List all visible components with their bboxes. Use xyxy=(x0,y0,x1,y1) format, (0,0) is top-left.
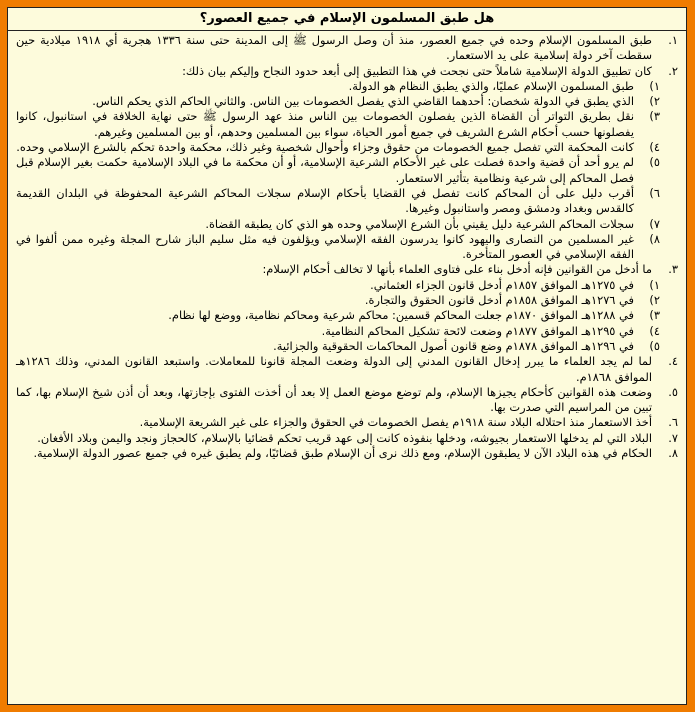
sub-item-number: ١) xyxy=(649,277,660,292)
item-text: لما لم يجد العلماء ما يبرر إدخال القانون المدني إلى الدولة وضعت المجلة قانونا للمعاملات. واستبعد القانون المدني، وذلك ١٢٨٦هـ الموافق ١٨٦٨م. xyxy=(16,354,652,384)
item-text: وضعت هذه القوانين كأحكام يجيزها الإسلام، ولم توضع موضع العمل إلا بعد أن أخذت الفتوى بإجازتها، وبعد أن أذن شيخ الإسلام بها، كما تبين من المراسيم التي صدرت بها. xyxy=(16,384,652,415)
page-title: هل طبق المسلمون الإسلام في جميع العصور؟ xyxy=(8,8,686,31)
sub-list-item xyxy=(16,155,660,186)
item-text: الحكام في هذه البلاد الآن لا يطبقون الإسلام، ومع ذلك نرى أن الإسلام طبق قضائيًا، ولم يطبق غيره في جميع عصور الدولة الإسلامية. xyxy=(33,446,652,461)
item-number: ٨. xyxy=(668,446,678,461)
sub-list-item xyxy=(16,94,660,109)
item-number: ٦. xyxy=(668,415,678,430)
item-number: ٢. xyxy=(668,63,678,78)
item-text: طبق المسلمون الإسلام وحده في جميع العصور، منذ أن وصل الرسول ﷺ إلى المدينة حتى سنة ١٣٣٦ هجرية أي ١٩١٨ ميلادية حين سقطت آخر دولة إسلامية على يد الاستعمار. xyxy=(16,33,652,63)
sub-list-item xyxy=(16,140,660,155)
content-frame xyxy=(7,7,687,705)
sub-item-text: في ١٢٩٦هـ الموافق ١٨٧٨م وضع قانون أصول المحاكمات الحقوقية والجزائية. xyxy=(273,338,634,353)
sub-list-item xyxy=(16,293,660,308)
sub-item-text: لم يرو أحد أن قضية واحدة فصلت على غير الأحكام الشرعية الإسلامية، أو أن محكمة ما في البلاد الإسلامية حكمت بغير الإسلام قبل فصل المحاكم إلى شرعية ونظامية بتأثير الاستعمار. xyxy=(16,155,634,185)
sub-item-text: في ١٢٨٨هـ الموافق ١٨٧٠م جعلت المحاكم قسمين: محاكم شرعية ومحاكم نظامية، ووضع لها نظام. xyxy=(168,308,634,323)
sub-list-item xyxy=(16,217,660,232)
sub-list-item xyxy=(16,186,660,217)
sub-list-item xyxy=(16,308,660,323)
item-number: ٧. xyxy=(668,430,678,445)
sub-item-text: نقل بطريق التواتر أن القضاة الذين يفصلون الخصومات بين الناس منذ عهد الرسول ﷺ حتى نهاية الخلافة في استانبول، كانوا يفصلونها حسب أحكام الشرع الشريف في جميع أمور الحياة، سواء بين المسلمين وحدهم، أو بين المسلمين وغيرهم. xyxy=(16,109,634,139)
sub-item-number: ٢) xyxy=(649,94,660,109)
list-item xyxy=(16,415,678,430)
sub-list-item xyxy=(16,278,660,293)
item-number: ٥. xyxy=(668,384,678,399)
content-body xyxy=(8,31,686,461)
sub-item-number: ٤) xyxy=(649,323,660,338)
sub-list-item xyxy=(16,232,660,263)
list-item xyxy=(16,354,678,385)
sub-item-text: في ١٢٧٥هـ الموافق ١٨٥٧م أدخل قانون الجزاء العثماني. xyxy=(370,277,634,292)
sub-item-text: الذي يطبق في الدولة شخصان: أحدهما القاضي الذي يفصل الخصومات بين الناس. والثاني الحاكم الذي يحكم الناس. xyxy=(92,94,634,109)
item-text: ما أدخل من القوانين فإنه أدخل بناء على فتاوى العلماء بأنها لا تخالف أحكام الإسلام: xyxy=(262,262,652,277)
sub-item-text: غير المسلمين من النصارى واليهود كانوا يدرسون الفقه الإسلامي ويؤلفون فيه مثل سليم الباز شارح المجلة وغيره ممن ألفوا في الفقه الإسلامي في العصور المتأخرة. xyxy=(16,231,634,262)
sub-list-item xyxy=(16,339,660,354)
sub-item-text: في ١٢٧٦هـ الموافق ١٨٥٨م أدخل قانون الحقوق والتجارة. xyxy=(364,293,634,308)
sub-item-number: ٤) xyxy=(649,140,660,155)
sub-item-number: ٣) xyxy=(649,308,660,323)
sub-item-text: أقرب دليل على أن المحاكم كانت تفصل في القضايا بأحكام الإسلام سجلات المحاكم الشرعية المحفوظة في البلدان القديمة كالقدس وبغداد ودمشق ومصر واستانبول وغيرها. xyxy=(16,185,634,216)
sub-item-number: ٥) xyxy=(649,155,660,170)
sub-item-number: ٦) xyxy=(649,185,660,200)
sub-item-text: كانت المحكمة التي تفصل جميع الخصومات من حقوق وجزاء وأحوال شخصية وغير ذلك، محكمة واحدة تحكم بالشرع الإسلامي وحده. xyxy=(16,140,634,155)
item-text: أخذ الاستعمار منذ احتلاله البلاد سنة ١٩١٨م يفصل الخصومات في الحقوق والجزاء على غير الشريعة الإسلامية. xyxy=(139,415,652,430)
list-item xyxy=(16,431,678,446)
sub-item-text: سجلات المحاكم الشرعية دليل يقيني بأن الشرع الإسلامي وحده هو الذي كان يطبقه القضاة. xyxy=(205,216,634,231)
sub-list-item xyxy=(16,109,660,140)
list-item xyxy=(16,64,678,79)
sub-item-number: ٧) xyxy=(649,216,660,231)
list-item xyxy=(16,385,678,416)
sub-item-text: في ١٢٩٥هـ الموافق ١٨٧٧م وضعت لائحة تشكيل المحاكم النظامية. xyxy=(321,323,634,338)
item-number: ٣. xyxy=(668,262,678,277)
sub-item-number: ١) xyxy=(649,78,660,93)
sub-item-text: طبق المسلمون الإسلام عمليًا، والذي يطبق النظام هو الدولة. xyxy=(348,78,634,93)
list-item xyxy=(16,446,678,461)
sub-list-item xyxy=(16,79,660,94)
sub-item-number: ٥) xyxy=(649,338,660,353)
item-number: ١. xyxy=(668,33,678,47)
item-number: ٤. xyxy=(668,354,678,369)
item-text: البلاد التي لم يدخلها الاستعمار بجيوشه، ودخلها بنفوذه كانت إلى عهد قريب تحكم قضائيا بالإسلام، كالحجاز ونجد واليمن وبلاد الأفغان. xyxy=(37,430,652,445)
sub-list-item xyxy=(16,324,660,339)
item-text: كان تطبيق الدولة الإسلامية شاملاً حتى نجحت في هذا التطبيق إلى أبعد حدود النجاح وإليكم بيان ذلك: xyxy=(182,63,652,78)
sub-item-number: ٨) xyxy=(649,231,660,246)
list-item xyxy=(16,262,678,277)
sub-item-number: ٣) xyxy=(649,109,660,124)
sub-item-number: ٢) xyxy=(649,293,660,308)
list-item xyxy=(16,33,678,64)
